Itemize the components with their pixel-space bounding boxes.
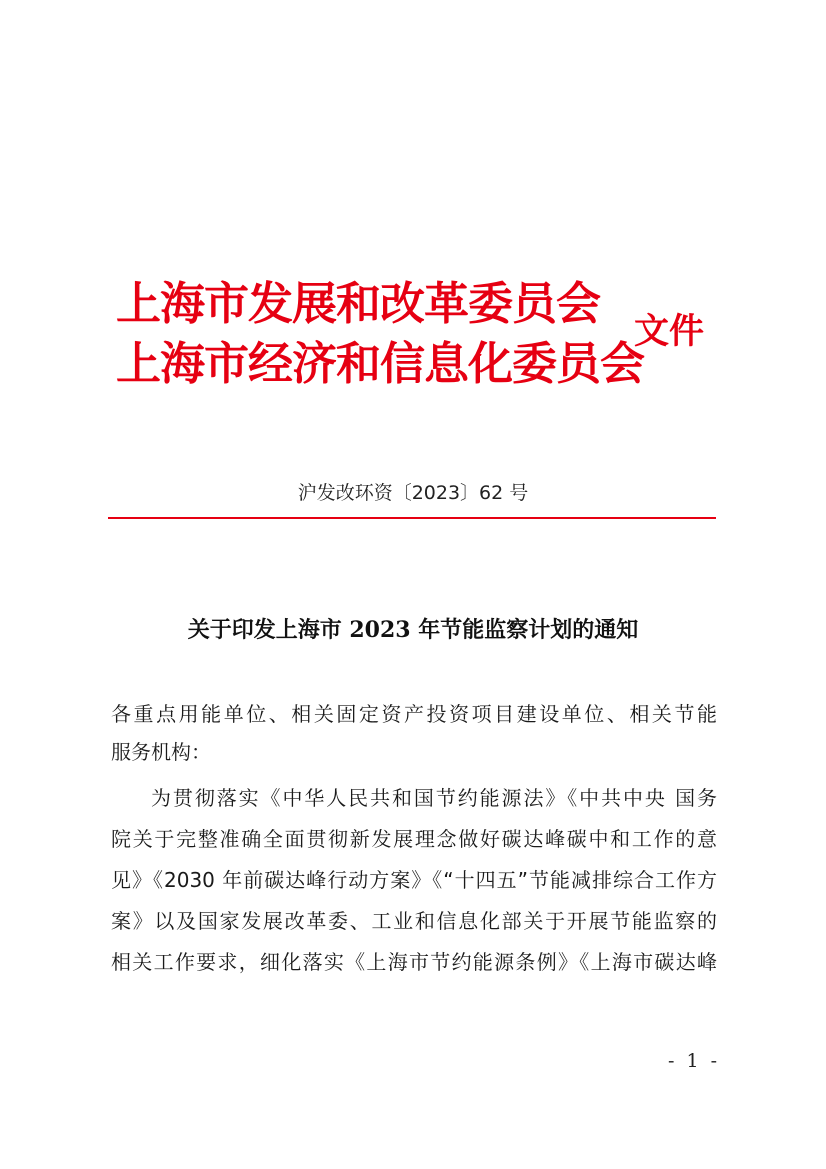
- salutation-line-1: 各重点用能单位、相关固定资产投资项目建设单位、相关节能: [111, 702, 717, 726]
- paragraph-line: 相关工作要求，细化落实《上海市节约能源条例》《上海市碳达峰: [111, 950, 717, 974]
- paragraph-line: 院关于完整准确全面贯彻新发展理念做好碳达峰碳中和工作的意: [111, 827, 717, 851]
- document-number: 沪发改环资〔2023〕62 号: [297, 482, 529, 504]
- page-number: - 1 -: [667, 1050, 720, 1072]
- salutation-line-2: 服务机构：: [111, 740, 211, 764]
- document-label: 文件: [634, 311, 705, 352]
- salutation: [111, 695, 717, 775]
- red-separator-line: [108, 517, 716, 519]
- issuer-name-1: 上海市发展和改革委员会: [116, 277, 601, 330]
- body-paragraph: [111, 779, 717, 1019]
- issuer-name-2: 上海市经济和信息化委员会: [116, 337, 645, 390]
- paragraph-line: 见》《2030 年前碳达峰行动方案》《“十四五”节能减排综合工作方: [111, 868, 717, 892]
- paragraph-line: 案》以及国家发展改革委、工业和信息化部关于开展节能监察的: [111, 909, 717, 933]
- paragraph-line: 为贯彻落实《中华人民共和国节约能源法》《中共中央 国务: [151, 786, 717, 810]
- document-title: 关于印发上海市 2023 年节能监察计划的通知: [187, 617, 639, 643]
- issuer-header: [116, 272, 716, 402]
